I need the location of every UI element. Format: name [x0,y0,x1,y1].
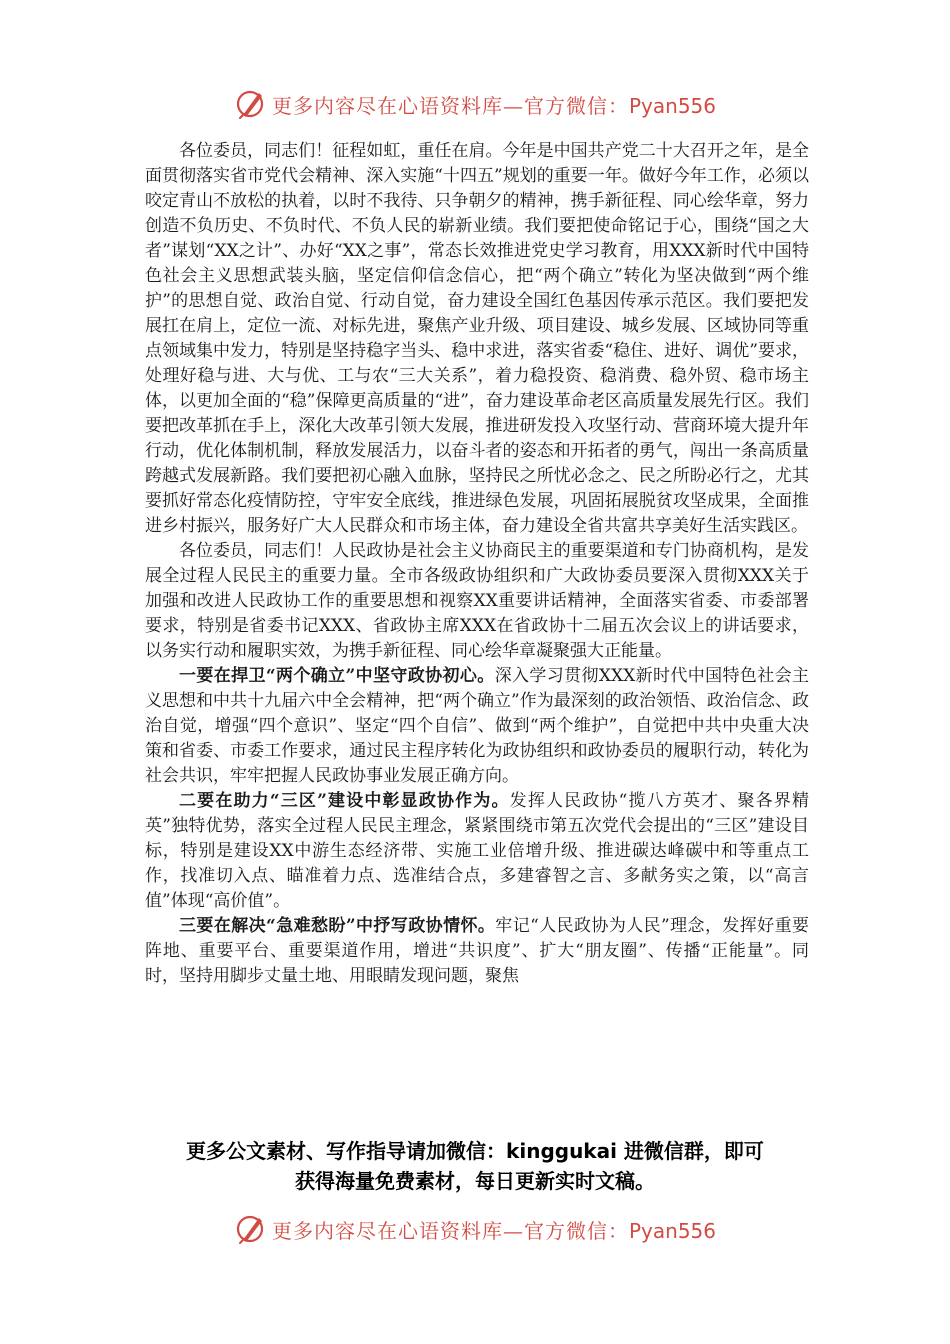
promo-line-1: 更多公文素材、写作指导请加微信：kinggukai 进微信群，即可 [186,1139,764,1163]
paragraph-4 [145,789,809,914]
paragraph-5-text: 牢记“人民政协为人民”理念，发挥好重要阵地、重要平台、重要渠道作用，增进“共识度”、扩大“朋友圈”、传播“正能量”。同时，坚持用脚步丈量土地、用眼睛发现问题，聚焦 [145,916,809,986]
document-body [145,139,809,989]
quill-pen-logo-icon [234,1212,268,1246]
paragraph-5 [145,914,809,989]
paragraph-3-text: 深入学习贯彻XXX新时代中国特色社会主义思想和中共十九届六中全会精神，把“两个确立”作为最深刻的政治领悟、政治信念、政治自觉，增强“四个意识”、坚定“四个自信”、做到“两个维护”，自觉把中共中央重大决策和省委、市委工作要求，通过民主程序转化为政协组织和政协委员的履职行动，转化为社会共识，牢牢把握人民政协事业发展正确方向。 [145,666,809,786]
paragraph-5-lead: 三要在解决“急难愁盼”中抒写政协情怀。 [179,916,496,936]
paragraph-1-text: 各位委员，同志们！征程如虹，重任在肩。今年是中国共产党二十大召开之年，是全面贯彻落实省市党代会精神、深入实施“十四五”规划的重要一年。做好今年工作，必须以咬定青山不放松的执着，以时不我待、只争朝夕的精神，携手新征程、同心绘华章，努力创造不负历史、不负时代、不负人民的崭新业绩。我们要把使命铭记于心，围绕“国之大者”谋划“XX之计”、办好“XX之事”，常态长效推进党史学习教育，用XXX新时代中国特色社会主义思想武装头脑，坚定信仰信念信心，把“两个确立”转化为坚决做到“两个维护”的思想自觉、政治自觉、行动自觉，奋力建设全国红色基因传承示范区。我们要把发展扛在肩上，定位一流、对标先进，聚焦产业升级、项目建设、城乡发展、区域协同等重点领域集中发力，特别是坚持稳字当头、稳中求进，落实省委“稳住、进好、调优”要求，处理好稳与进、大与优、工与农“三大关系”，着力稳投资、稳消费、稳外贸、稳市场主体，以更加全面的“稳”保障更高质量的“进”，奋力建设革命老区高质量发展先行区。我们要把改革抓在手上，深化大改革引领大发展，推进研发投入攻坚行动、营商环境大提升年行动，优化体制机制，释放发展活力，以奋斗者的姿态和开拓者的勇气，闯出一条高质量跨越式发展新路。我们要把初心融入血脉，坚持民之所忧必念之、民之所盼必行之，尤其要抓好常态化疫情防控，守牢安全底线，推进绿色发展，巩固拓展脱贫攻坚成果，全面推进乡村振兴，服务好广大人民群众和市场主体，奋力建设全省共富共享美好生活实践区。 [145,141,809,536]
paragraph-4-lead: 二要在助力“三区”建设中彰显政协作为。 [179,791,510,811]
watermark-wechat-id: Pyan556 [628,93,716,118]
paragraph-3 [145,664,809,789]
paragraph-2-text: 各位委员，同志们！人民政协是社会主义协商民主的重要渠道和专门协商机构，是发展全过程人民民主的重要力量。全市各级政协组织和广大政协委员要深入贯彻XXX关于加强和改进人民政协工作的重要思想和视察XX重要讲话精神，全面落实省委、市委部署要求，特别是省委书记XXX、省政协主席XXX在省政协十二届五次会议上的讲话要求，以务实行动和履职实效，为携手新征程、同心绘华章凝聚强大正能量。 [145,541,809,661]
promo-banner [95,1136,855,1196]
paragraph-3-lead: 一要在捍卫“两个确立”中坚守政协初心。 [179,666,495,686]
watermark-text: 更多内容尽在心语资料库—官方微信：Pyan556 [271,1218,716,1243]
footer-watermark [0,1211,950,1247]
quill-pen-logo-icon [234,87,268,121]
paragraph-1 [145,139,809,539]
paragraph-4-text: 发挥人民政协“揽八方英才、聚各界精英”独特优势，落实全过程人民民主理念，紧紧围绕市第五次党代会提出的“三区”建设目标，特别是建设XX中游生态经济带、实施工业倍增升级、推进碳达峰碳中和等重点工作，找准切入点、瞄准着力点、选准结合点，多建睿智之言、多献务实之策，以“高言值”体现“高价值”。 [145,791,809,911]
promo-line-2: 获得海量免费素材，每日更新实时文稿。 [295,1169,655,1193]
watermark-text: 更多内容尽在心语资料库—官方微信：Pyan556 [271,93,716,118]
watermark-wechat-id: Pyan556 [628,1218,716,1243]
paragraph-2 [145,539,809,664]
header-watermark [0,86,950,122]
